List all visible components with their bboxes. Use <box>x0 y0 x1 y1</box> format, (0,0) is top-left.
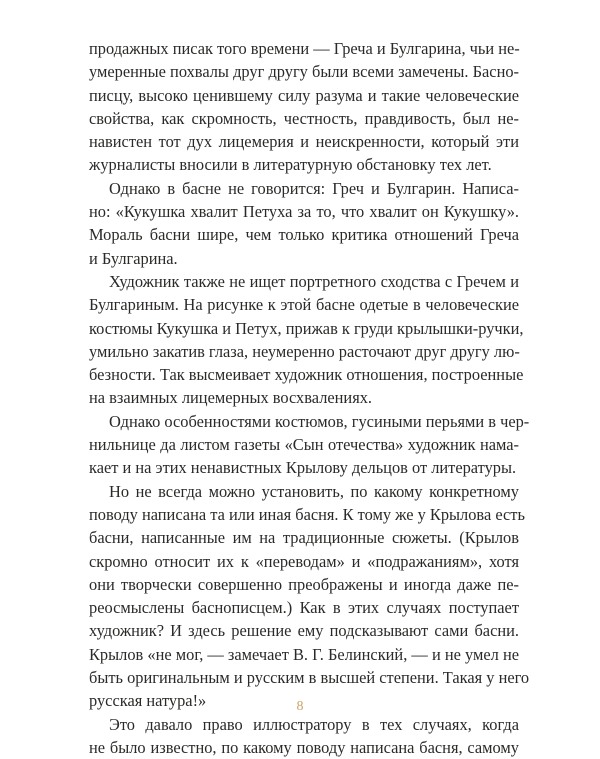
text-line: Это давало право иллюстратору в тех случаях, когда <box>109 714 519 734</box>
page-number: 8 <box>296 699 304 714</box>
text-line: Крылов «не мог, — замечает В. Г. Белинский, — и не умел не <box>89 644 519 664</box>
text-line: навистен тот дух лицемерия и неискренности, который эти <box>89 132 519 152</box>
text-line: русская натура!» <box>89 691 207 711</box>
text-line: умильно закатив глаза, неумеренно расточают друг другу лю- <box>89 341 520 361</box>
text-line: Однако особенностями костюмов, гусиными перьями в чер- <box>109 411 530 431</box>
text-line: Мораль басни шире, чем только критика отношений Греча <box>89 225 519 245</box>
text-line: писцу, высоко ценившему силу разума и такие человеческие <box>89 85 519 105</box>
text-line: умеренные похвалы друг другу были всеми замечены. Басно- <box>89 62 519 82</box>
text-line: журналисты вносили в литературную обстановку тех лет. <box>89 155 492 175</box>
text-line: кает и на этих ненавистных Крылову дельцов от литературы. <box>89 458 517 478</box>
text-line: на взаимных лицемерных восхвалениях. <box>89 388 373 408</box>
text-line: Булгариным. На рисунке к этой басне одетые в человеческие <box>89 295 519 315</box>
text-line: свойства, как скромность, честность, правдивость, был не- <box>89 108 519 128</box>
text-line: быть оригинальным и русским в высшей степени. Такая у него <box>89 668 530 688</box>
text-line: продажных писак того времени — Греча и Булгарина, чьи не- <box>89 39 520 58</box>
text-line: художник? И здесь решение ему подсказывают сами басни. <box>89 621 519 641</box>
text-line: Художник также не ищет портретного сходства с Гречем и <box>109 271 519 291</box>
text-line: Но не всегда можно установить, по какому конкретному <box>109 481 519 501</box>
text-line: костюмы Кукушка и Петух, прижав к груди крылышки-ручки, <box>89 318 524 338</box>
text-line: и Булгарина. <box>89 248 178 268</box>
text-line: безности. Так высмеивает художник отношения, построенные <box>89 365 524 385</box>
text-line: они творчески совершенно преображены и иногда даже пе- <box>89 574 519 594</box>
text-line: реосмыслены баснописцем.) Как в этих случаях поступает <box>89 598 519 618</box>
text-line: нильнице да листом газеты «Сын отечества» художник нама- <box>89 435 519 455</box>
text-line: Однако в басне не говорится: Греч и Булгарин. Написа- <box>109 178 519 198</box>
text-line: басни, написанные им на традиционные сюжеты. (Крылов <box>89 528 519 548</box>
text-line: не было известно, по какому поводу написана басня, самому <box>89 737 519 757</box>
text-line: но: «Кукушка хвалит Петуха за то, что хвалит он Кукушку». <box>89 202 519 222</box>
text-line: скромно относит их к «переводам» и «подражаниям», хотя <box>89 551 519 571</box>
text-line: поводу написана та или иная басня. К тому же у Крылова есть <box>89 504 525 524</box>
body-text <box>89 37 530 759</box>
